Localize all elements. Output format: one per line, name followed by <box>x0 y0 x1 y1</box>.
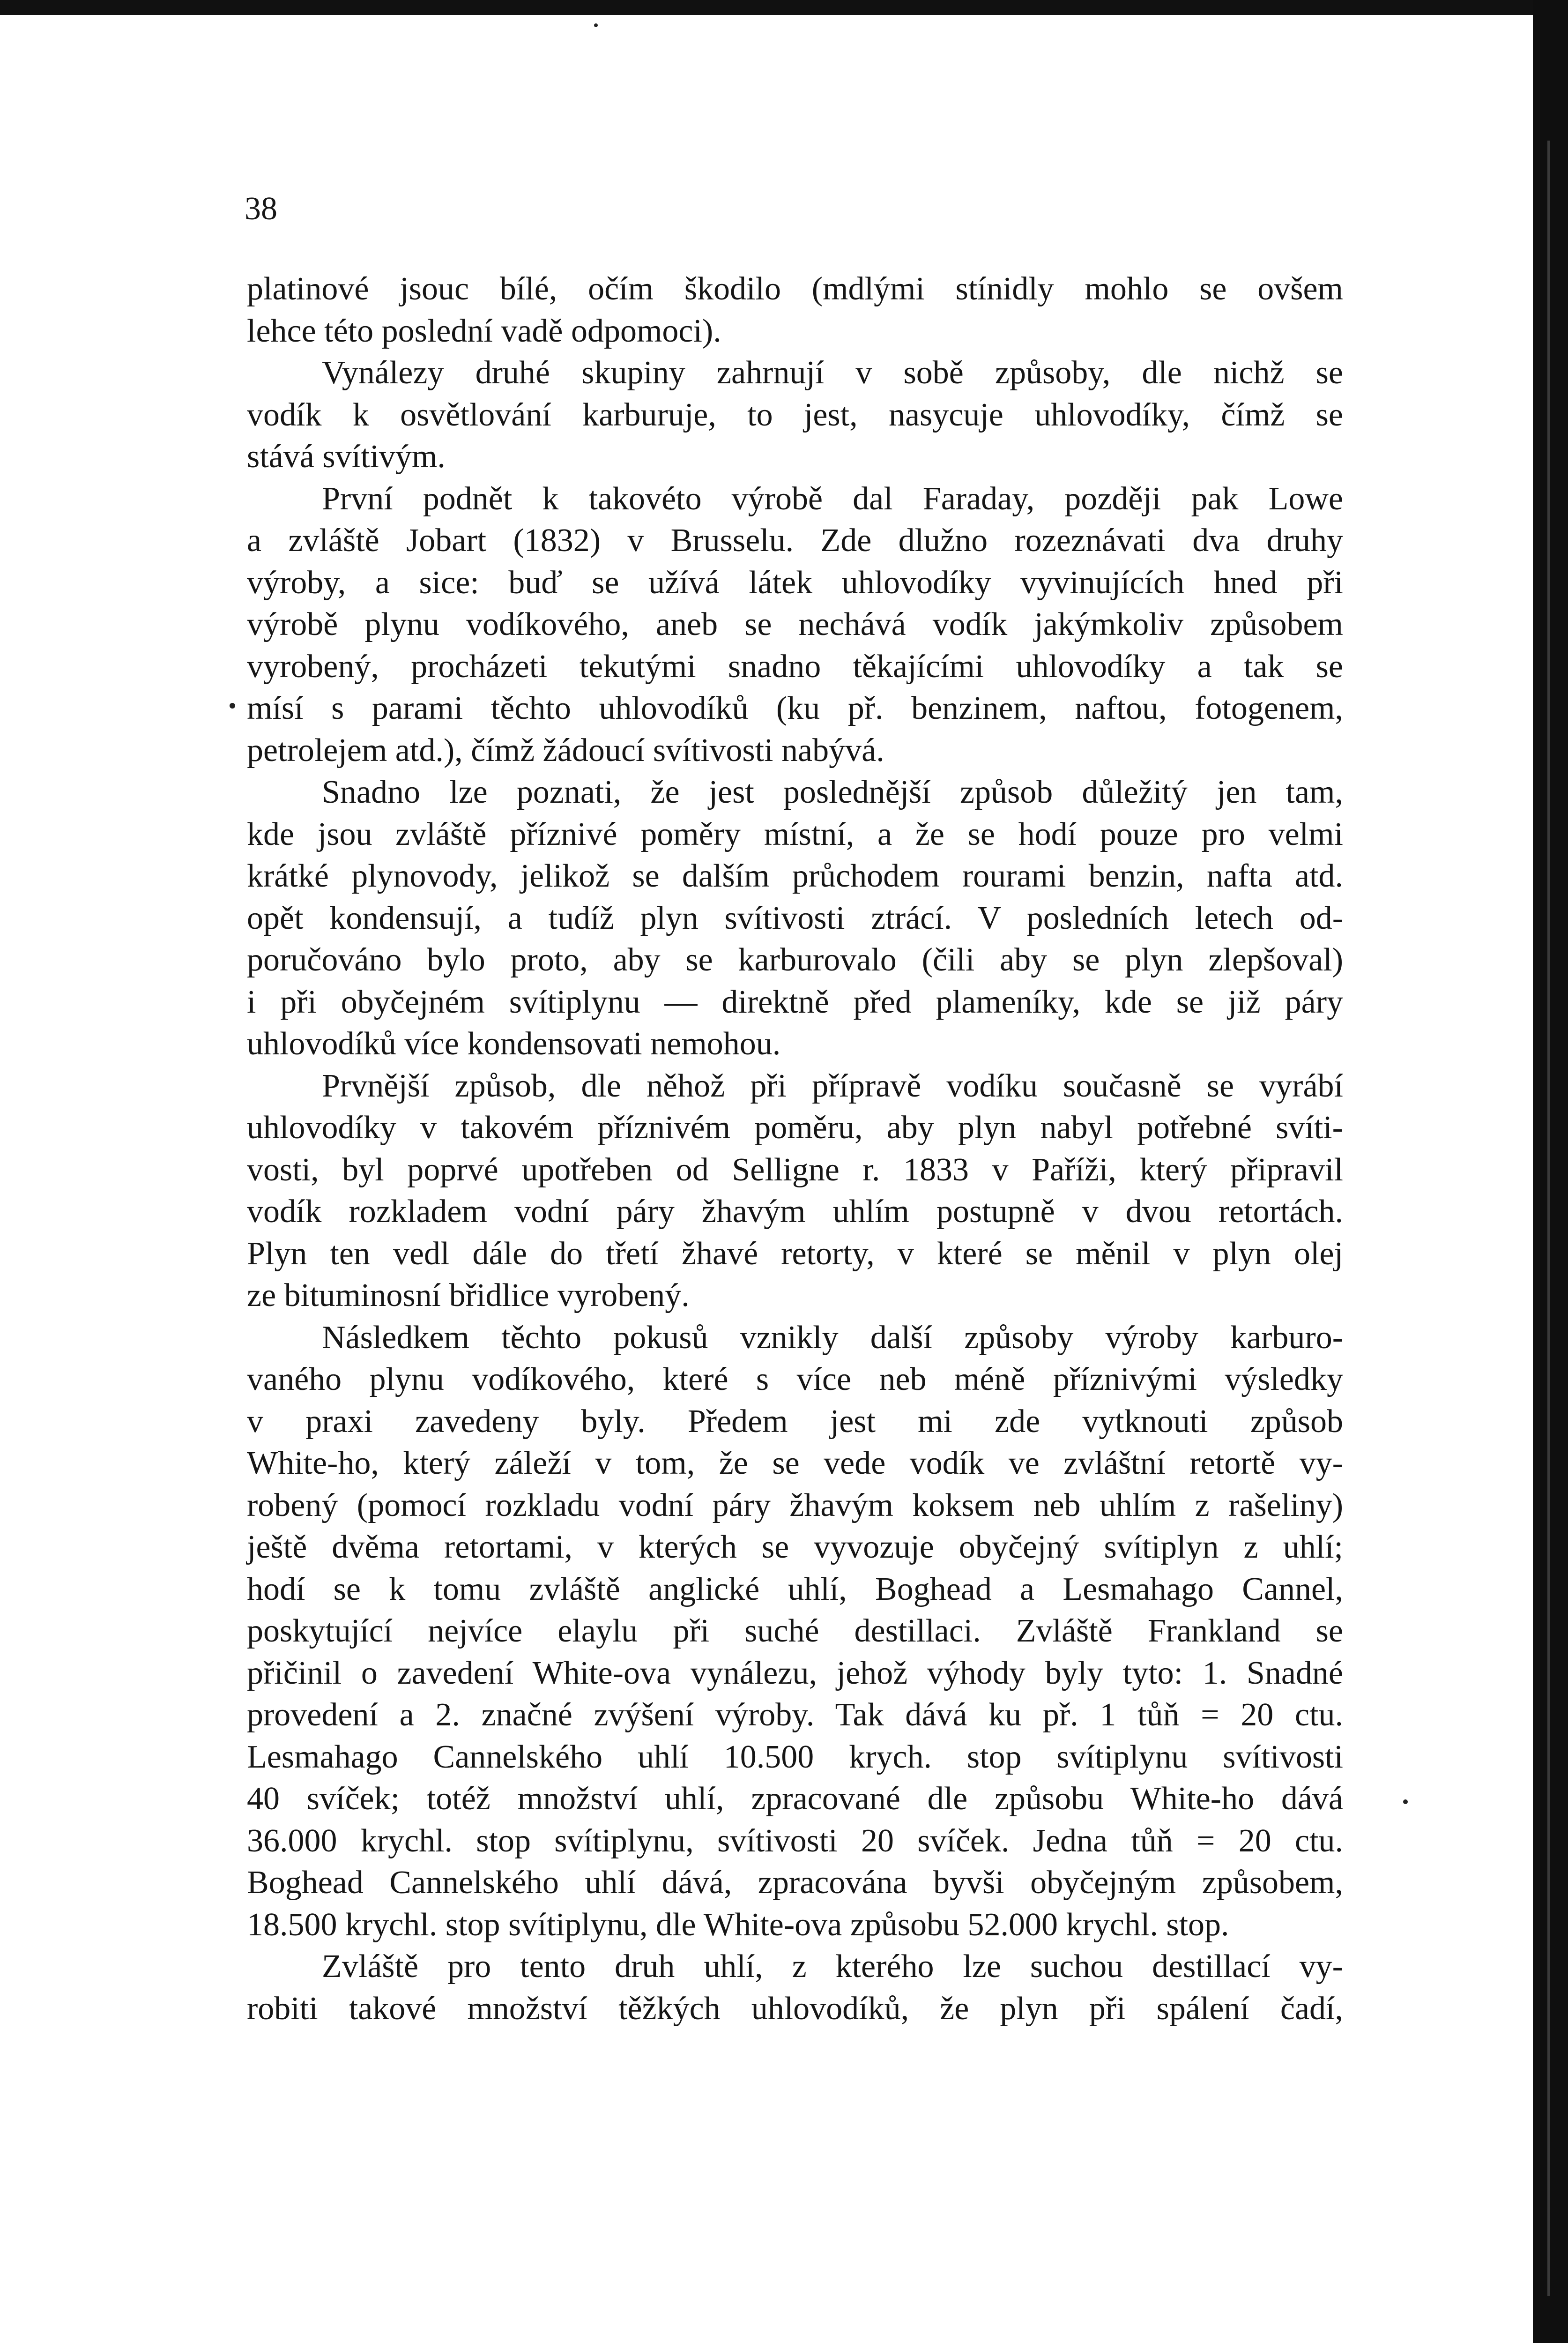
paragraph <box>247 1065 1343 1317</box>
text-line: vosti, byl poprvé upotřeben od Selligne r. 1833 v Paříži, který připravil <box>247 1151 1343 1188</box>
text-line: poručováno bylo proto, aby se karburovalo (čili aby se plyn zlepšoval) <box>247 942 1343 978</box>
text-line: Zvláště pro tento druh uhlí, z kterého lze suchou destillací vy- <box>322 1948 1343 1985</box>
text-line: krátké plynovody, jelikož se dalším průchodem rourami benzin, nafta atd. <box>247 858 1343 894</box>
scan-speck <box>1403 1799 1408 1804</box>
body-text <box>247 268 1343 2030</box>
paragraph <box>247 268 1343 352</box>
text-line: uhlovodíky v takovém příznivém poměru, aby plyn nabyl potřebné svíti- <box>247 1110 1343 1146</box>
text-line: provedení a 2. značné zvýšení výroby. Tak dává ku př. 1 tůň = 20 ctu. <box>247 1697 1343 1733</box>
scan-speck <box>230 703 235 709</box>
paragraph <box>247 478 1343 772</box>
paragraph <box>247 771 1343 1065</box>
text-line: i při obyčejném svítiplynu — direktně před plameníky, kde se již páry <box>247 984 1343 1020</box>
text-line: ještě dvěma retortami, v kterých se vyvozuje obyčejný svítiplyn z uhlí; <box>247 1529 1343 1565</box>
text-line: Prvnější způsob, dle něhož při přípravě vodíku současně se vyrábí <box>322 1067 1343 1104</box>
text-line: Vynálezy druhé skupiny zahrnují v sobě způsoby, dle nichž se <box>322 355 1343 391</box>
text-line: přičinil o zavedení White-ova vynálezu, jehož výhody byly tyto: 1. Snadné <box>247 1655 1343 1691</box>
text-line: poskytující nejvíce elaylu při suché destillaci. Zvláště Frankland se <box>247 1613 1343 1649</box>
text-line: uhlovodíků více kondensovati nemohou. <box>247 1026 781 1062</box>
text-line: 36.000 krychl. stop svítiplynu, svítivosti 20 svíček. Jedna tůň = 20 ctu. <box>247 1822 1343 1859</box>
text-line: Boghead Cannelského uhlí dává, zpracována byvši obyčejným způsobem, <box>247 1865 1343 1901</box>
text-line: v praxi zavedeny byly. Předem jest mi zde vytknouti způsob <box>247 1403 1343 1440</box>
text-line: petrolejem atd.), čímž žádoucí svítivosti nabývá. <box>247 732 884 769</box>
text-line: White-ho, který záleží v tom, že se vede vodík ve zvláštní retortě vy- <box>247 1445 1343 1481</box>
text-line: mísí s parami těchto uhlovodíků (ku př. benzinem, naftou, fotogenem, <box>247 690 1343 726</box>
scan-right-edge <box>1533 0 1568 2343</box>
text-line: stává svítivým. <box>247 439 446 475</box>
paragraph <box>247 1946 1343 2030</box>
text-line: Lesmahago Cannelského uhlí 10.500 krych. stop svítiplynu svítivosti <box>247 1739 1343 1775</box>
paragraph <box>247 1317 1343 1946</box>
text-line: vaného plynu vodíkového, které s více neb méně příznivými výsledky <box>247 1361 1343 1397</box>
scan-speck <box>594 23 598 27</box>
text-line: výroby, a sice: buď se užívá látek uhlovodíky vyvinujících hned při <box>247 564 1343 601</box>
text-line: ze bituminosní břidlice vyrobený. <box>247 1277 690 1313</box>
text-line: robiti takové množství těžkých uhlovodíků, že plyn při spálení čadí, <box>247 1990 1343 2027</box>
scan-top-edge <box>0 0 1568 15</box>
text-line: hodí se k tomu zvláště anglické uhlí, Boghead a Lesmahago Cannel, <box>247 1571 1343 1607</box>
text-line: lehce této poslední vadě odpomoci). <box>247 313 721 349</box>
text-line: 18.500 krychl. stop svítiplynu, dle White-ova způsobu 52.000 krychl. stop. <box>247 1906 1229 1943</box>
text-line: platinové jsouc bílé, očím škodilo (mdlými stínidly mohlo se ovšem <box>247 271 1343 307</box>
text-line: První podnět k takovéto výrobě dal Faraday, později pak Lowe <box>322 480 1343 517</box>
text-line: vodík k osvětlování karburuje, to jest, nasycuje uhlovodíky, čímž se <box>247 396 1343 433</box>
text-line: Následkem těchto pokusů vznikly další způsoby výroby karburo- <box>322 1319 1343 1356</box>
text-line: výrobě plynu vodíkového, aneb se nechává vodík jakýmkoliv způsobem <box>247 606 1343 642</box>
text-line: 40 svíček; totéž množství uhlí, zpracované dle způsobu White-ho dává <box>247 1781 1343 1817</box>
text-line: Snadno lze poznati, že jest poslednější způsob důležitý jen tam, <box>322 774 1343 810</box>
text-line: opět kondensují, a tudíž plyn svítivosti ztrácí. V posledních letech od- <box>247 900 1343 936</box>
text-line: robený (pomocí rozkladu vodní páry žhavým koksem neb uhlím z rašeliny) <box>247 1487 1343 1523</box>
text-line: vyrobený, procházeti tekutými snadno těkajícími uhlovodíky a tak se <box>247 648 1343 685</box>
page-number: 38 <box>245 191 277 227</box>
text-line: vodík rozkladem vodní páry žhavým uhlím postupně v dvou retortách. <box>247 1194 1343 1230</box>
text-line: kde jsou zvláště příznivé poměry místní, a že se hodí pouze pro velmi <box>247 816 1343 852</box>
scan-right-edge-highlight <box>1547 141 1550 2296</box>
text-line: Plyn ten vedl dále do třetí žhavé retorty, v které se měnil v plyn olej <box>247 1235 1343 1272</box>
text-line: a zvláště Jobart (1832) v Brusselu. Zde dlužno rozeznávati dva druhy <box>247 522 1343 559</box>
paragraph <box>247 352 1343 478</box>
